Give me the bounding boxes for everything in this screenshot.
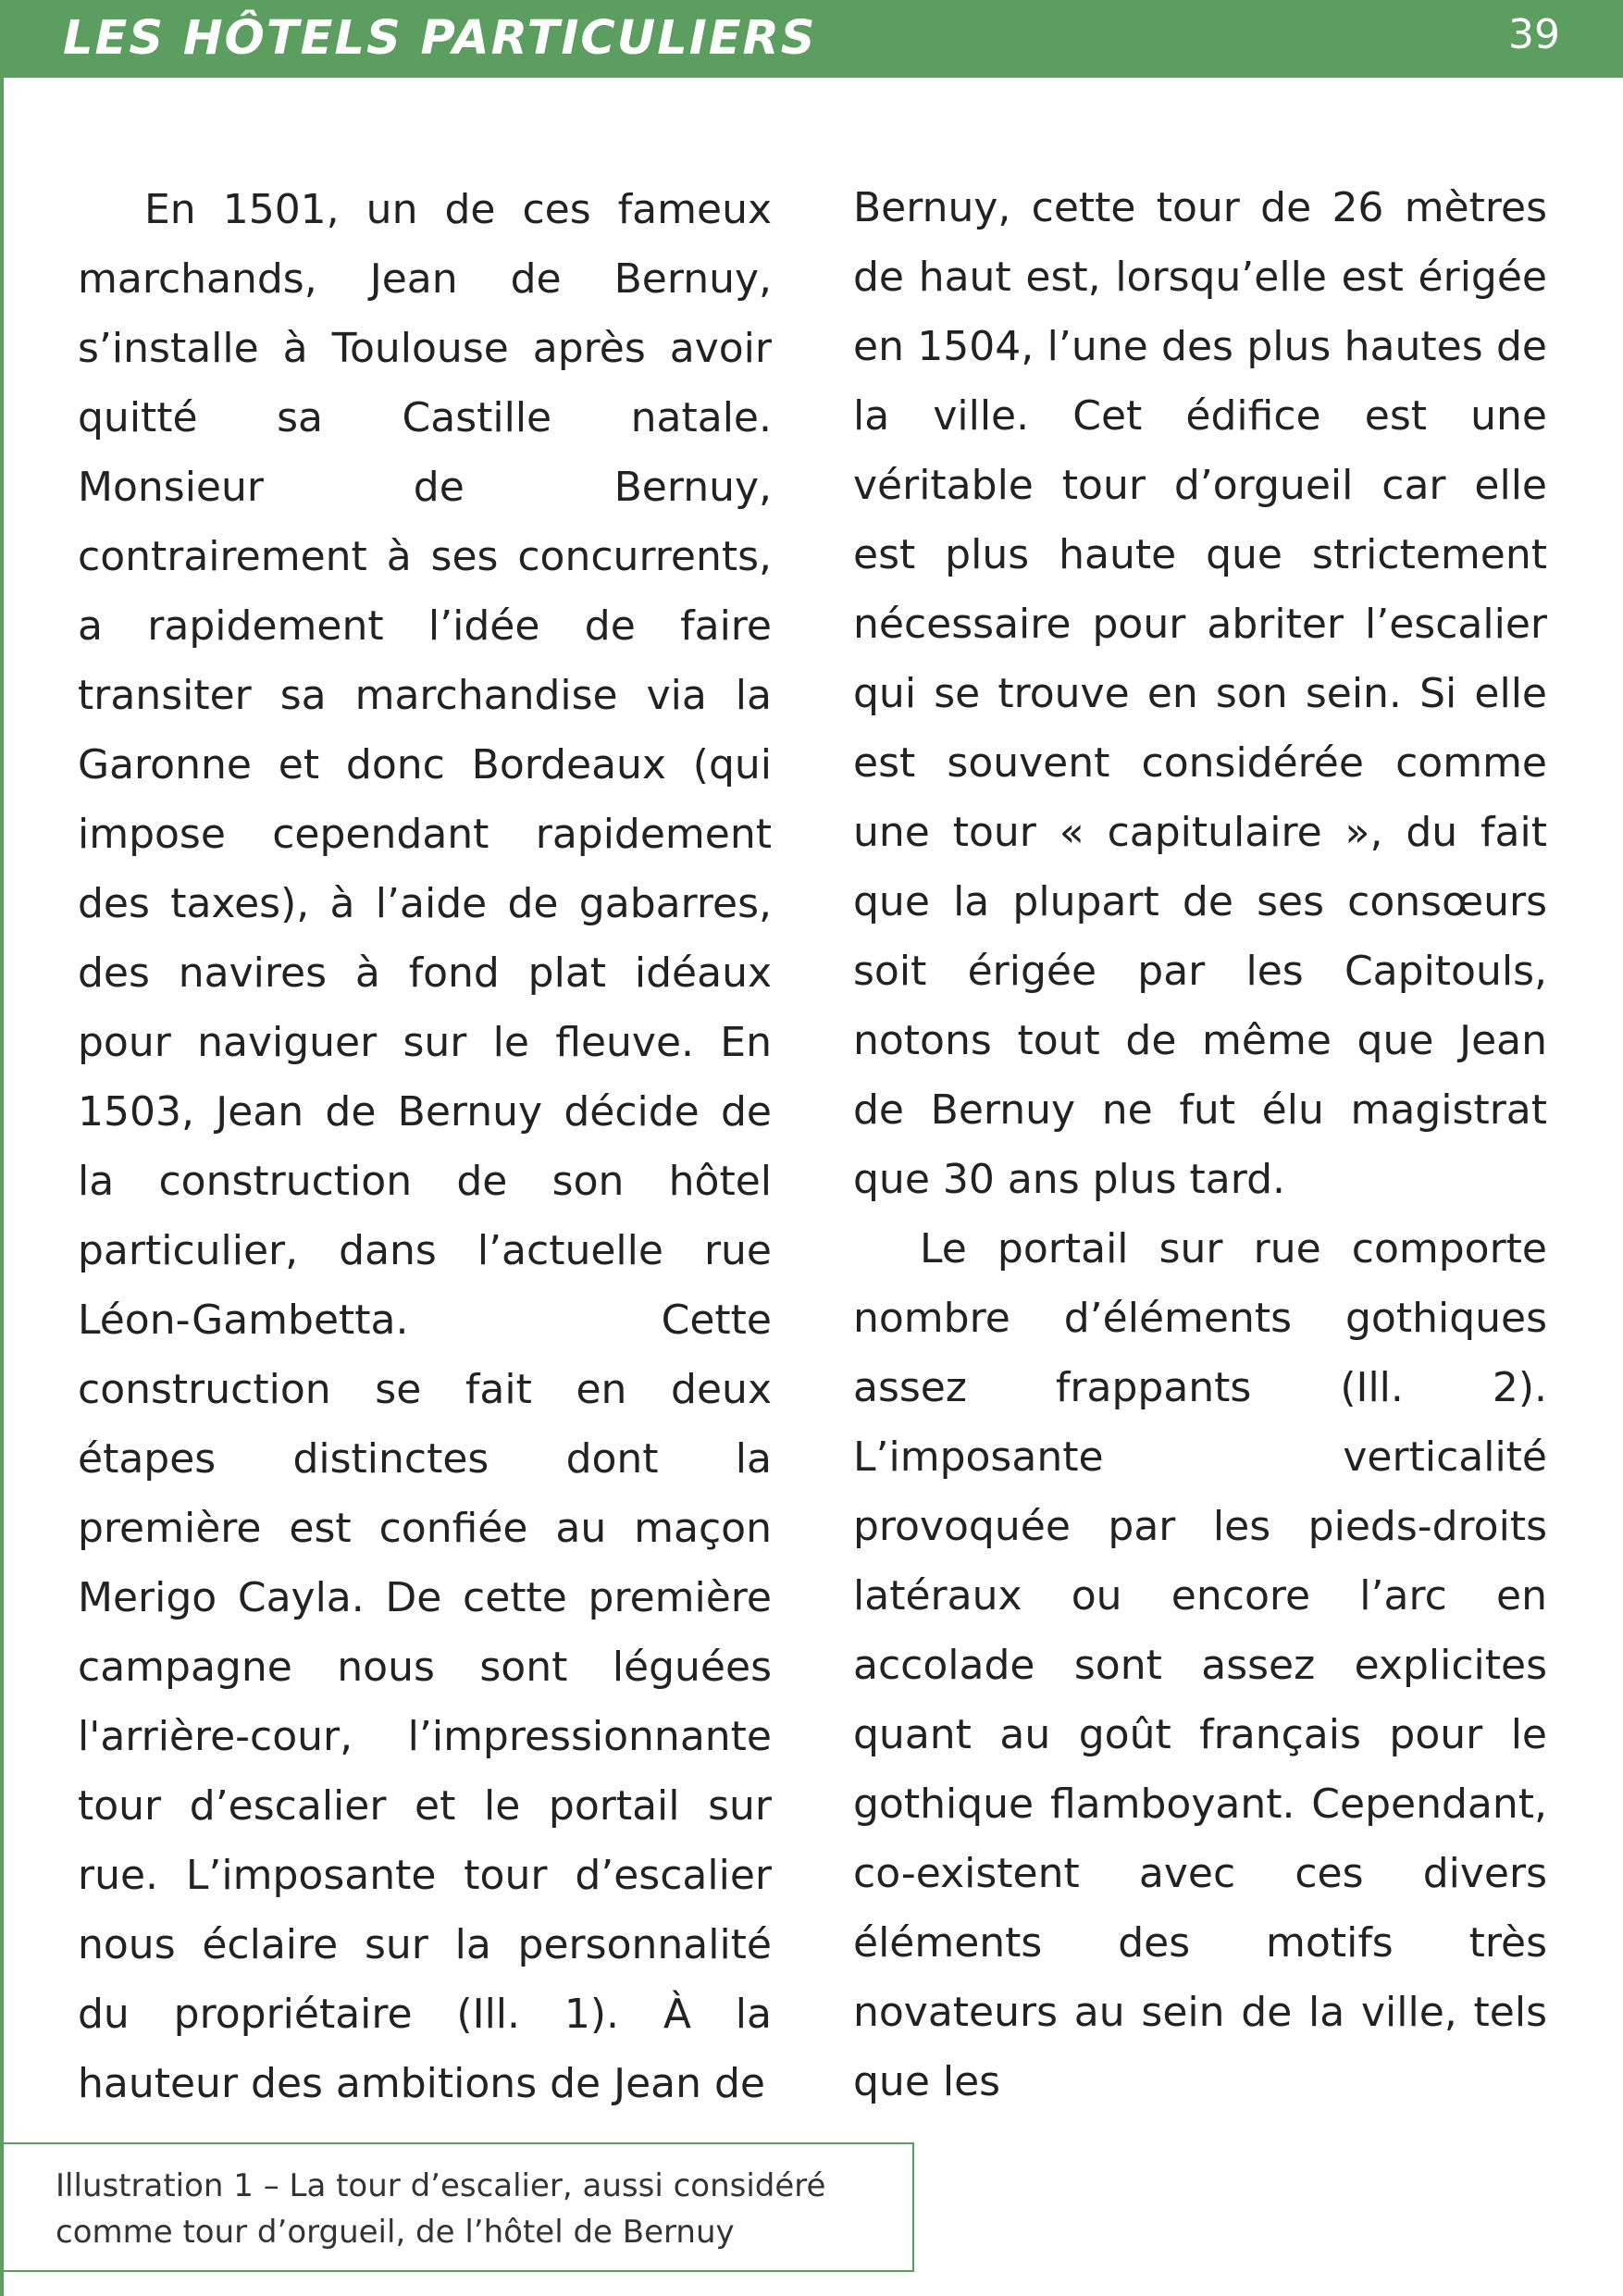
left-text-column	[78, 175, 772, 2118]
left-margin-rule	[0, 78, 4, 2296]
right-text-column	[853, 173, 1547, 2116]
paragraph: Le portail sur rue comporte nombre d’éléments gothiques assez frappants (Ill. 2). L’imposante verticalité provoquée par les pieds-droits latéraux ou encore l’arc en accolade sont assez explicites quant au goût français pour le gothique flamboyant. Cependant, co-existent avec ces divers éléments des motifs très novateurs au sein de la ville, tels que les	[853, 1225, 1547, 2105]
caption-line: Illustration 1 – La tour d’escalier, aussi considéré	[56, 2167, 826, 2204]
paragraph: En 1501, un de ces fameux marchands, Jean de Bernuy, s’installe à Toulouse après avoir quitté sa Castille natale. Monsieur de Bernuy, contrairement à ses concurrents, a rapidement l’idée de faire transiter sa marchandise via la Garonne et donc Bordeaux (qui impose cependant rapidement des taxes), à l’aide de gabarres, des navires à fond plat idéaux pour naviguer sur le fleuve. En 1503, Jean de Bernuy décide de la construction de son hôtel particulier, dans l’actuelle rue Léon-Gambetta. Cette construction se fait en deux étapes distinctes dont la première est confiée au maçon Merigo Cayla. De cette première campagne nous sont léguées l'arrière-cour, l’impressionnante tour d’escalier et le portail sur rue. L’imposante tour d’escalier nous éclaire sur la personnalité du propriétaire (Ill. 1). À la hauteur des ambitions de Jean de	[78, 186, 772, 2107]
running-head-title: LES HÔTELS PARTICULIERS	[63, 11, 817, 66]
illustration-caption-box	[2, 2142, 914, 2272]
header-bar	[0, 0, 1623, 78]
caption-line: comme tour d’orgueil, de l’hôtel de Bernuy	[56, 2214, 735, 2251]
page-number: 39	[1508, 11, 1560, 58]
paragraph: Bernuy, cette tour de 26 mètres de haut est, lorsqu’elle est érigée en 1504, l’une des plus hautes de la ville. Cet édifice est une véritable tour d’orgueil car elle est plus haute que strictement nécessaire pour abriter l’escalier qui se trouve en son sein. Si elle est souvent considérée comme une tour « capitulaire », du fait que la plupart de ses consœurs soit érigée par les Capitouls, notons tout de même que Jean de Bernuy ne fut élu magistrat que 30 ans plus tard.	[853, 184, 1547, 1203]
illustration-caption	[56, 2163, 888, 2255]
